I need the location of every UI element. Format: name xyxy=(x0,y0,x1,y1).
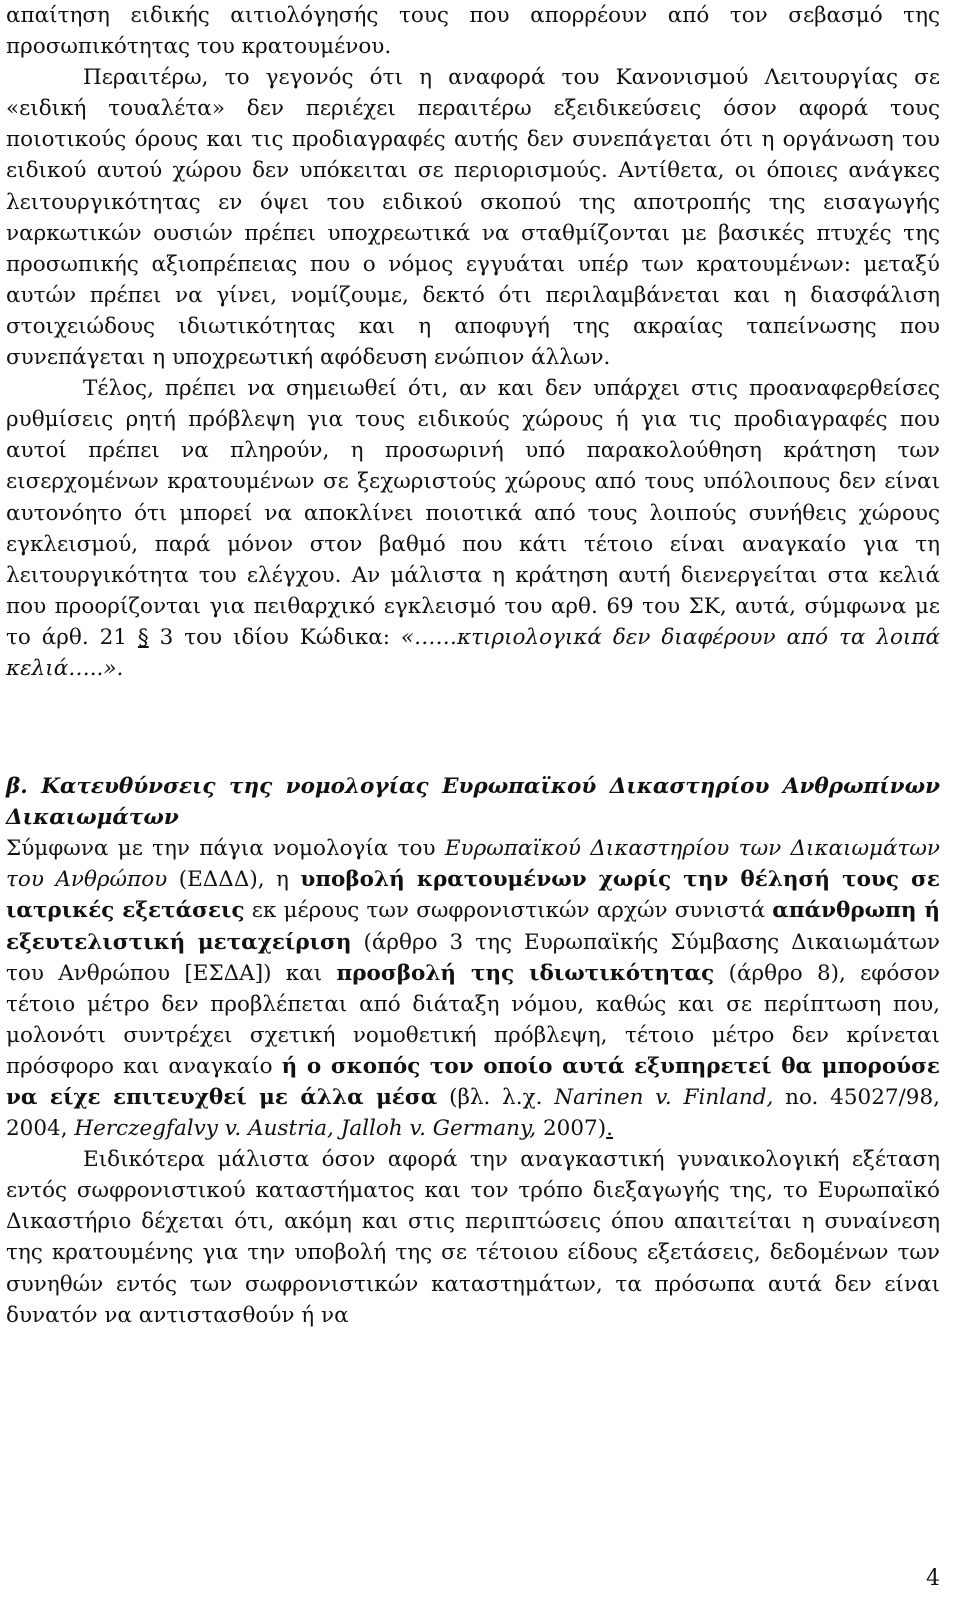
paragraph-text: εκ μέρους των σωφρονιστικών αρχών συνιστά xyxy=(244,898,773,924)
case-citation: Narinen v. Finland, xyxy=(554,1085,774,1110)
paragraph-text: no. 45027/98, 2004, xyxy=(6,1085,940,1142)
paragraph-text: (άρθρο 3 της Ευρωπαϊκής Σύμβασης Δικαιωμάτων του Ανθρώπου [ΕΣΔΑ]) και xyxy=(6,929,940,986)
emphasis-text: προσβολή της ιδιωτικότητας xyxy=(336,960,715,986)
document-page xyxy=(6,0,940,1331)
paragraph-text: (βλ. λ.χ. xyxy=(437,1085,555,1110)
paragraph-separate-detention xyxy=(6,373,940,684)
paragraph-text: (άρθρο 8), εφόσον τέτοιο μέτρο δεν προβλέπεται από διάταξη νόμου, καθώς και σε περίπτωση που, μολονότι συντρέχει σχετική νομοθετική πρόβλεψη, τέτοιο μέτρο δεν κρίνεται πρόσφορο και αναγκαίο xyxy=(6,960,940,1079)
emphasis-text: υποβολή κρατουμένων χωρίς την θέλησή τους σε ιατρικές εξετάσεις xyxy=(6,867,940,924)
paragraph-special-toilet: Περαιτέρω, το γεγονός ότι η αναφορά του Κανονισμού Λειτουργίας σε «ειδική τουαλέτα» δεν περιέχει περαιτέρω εξειδικεύσεις όσον αφορά τους ποιοτικούς όρους και τις προδιαγραφές αυτής δεν συνεπάγεται ότι η οργάνωση του ειδικού αυτού χώρου δεν υπόκειται σε περιορισμούς. Αντίθετα, οι όποιες ανάγκες λειτουργικότητας εν όψει του ειδικού σκοπού της αποτροπής της εισαγωγής ναρκωτικών ουσιών πρέπει υποχρεωτικά να σταθμίζονται με βασικές πτυχές της προσωπικής αξιοπρέπειας που ο νόμος εγγυάται υπέρ των κρατουμένων: μεταξύ αυτών πρέπει να γίνει, νομίζουμε, δεκτό ότι περιλαμβάνεται και η διασφάλιση στοιχειώδους ιδιωτικότητας και η αποφυγή της ακραίας ταπείνωσης που συνεπάγεται η υποχρεωτική αφόδευση ενώπιον άλλων. xyxy=(6,65,940,371)
paragraph-text: Τέλος, πρέπει να σημειωθεί ότι, αν και δεν υπάρχει στις προαναφερθείσες ρυθμίσεις ρητή πρόβλεψη για τους ειδικούς χώρους ή για τις προδιαγραφές που αυτοί πρέπει να πληρούν, η προσωρινή υπό παρακολούθηση κράτηση των εισερχομένων κρατουμένων σε ξεχωριστούς χώρους από τους υπόλοιπους δεν είναι αυτονόητο ότι μπορεί να αποκλίνει ποιοτικά από τους λοιπούς συνήθεις χώρους εγκλεισμού, παρά μόνον στον βαθμό που κάτι τέτοιο είναι αναγκαίο για τη λειτουργικότητα του ελέγχου. Αν μάλιστα η κράτηση αυτή διενεργείται στα κελιά που προορίζονται για πειθαρχικό εγκλεισμό του αρθ. 69 του ΣΚ, αυτά, σύμφωνα με το άρθ. 21 xyxy=(6,376,940,650)
paragraph-text: Σύμφωνα με την πάγια νομολογία του xyxy=(6,836,445,862)
section-heading: β. Κατευθύνσεις της νομολογίας Ευρωπαϊκού Δικαστηρίου Ανθρωπίνων Δικαιωμάτων xyxy=(6,774,940,831)
paragraph-text: (ΕΔΔΔ), η xyxy=(167,867,301,893)
paragraph-continuation: απαίτηση ειδικής αιτιολόγησής τους που απορρέουν από τον σεβασμό της προσωπικότητας του κρατουμένου. xyxy=(6,3,940,60)
paragraph-echr-caselaw xyxy=(6,833,940,1144)
case-citation: Herczegfalvy v. Austria, Jalloh v. Germany, xyxy=(74,1116,537,1142)
paragraph-text: . xyxy=(606,1116,613,1142)
paragraph-text: 2007) xyxy=(536,1116,607,1142)
paragraph-gynecological-exam: Ειδικότερα μάλιστα όσον αφορά την αναγκαστική γυναικολογική εξέταση εντός σωφρονιστικού καταστήματος και τον τρόπο διεξαγωγής της, το Ευρωπαϊκό Δικαστήριο δέχεται ότι, ακόμη και στις περιπτώσεις όπου απαιτείται η συναίνεση της κρατουμένης για την υποβολή της σε τέτοιου είδους εξετάσεις, δεδομένων των συνηθών εντός των σωφρονιστικών καταστημάτων, τα πρόσωπα αυτά δεν είναι δυνατόν να αντιστασθούν ή να xyxy=(6,1147,940,1328)
section-sign: § xyxy=(137,624,149,650)
quoted-provision: «……κτιριολογικά δεν διαφέρουν από τα λοιπά κελιά…..». xyxy=(6,624,940,681)
court-name: Ευρωπαϊκού Δικαστηρίου των Δικαιωμάτων του Ανθρώπου xyxy=(6,836,940,893)
paragraph-text: 3 του ιδίου Κώδικα: xyxy=(148,624,401,650)
emphasis-text: απάνθρωπη ή εξευτελιστική μεταχείριση xyxy=(6,898,940,955)
page-number: 4 xyxy=(926,1566,940,1591)
emphasis-text: ή ο σκοπός τον οποίο αυτά εξυπηρετεί θα μπορούσε να είχε επιτευχθεί με άλλα μέσα xyxy=(6,1053,941,1110)
